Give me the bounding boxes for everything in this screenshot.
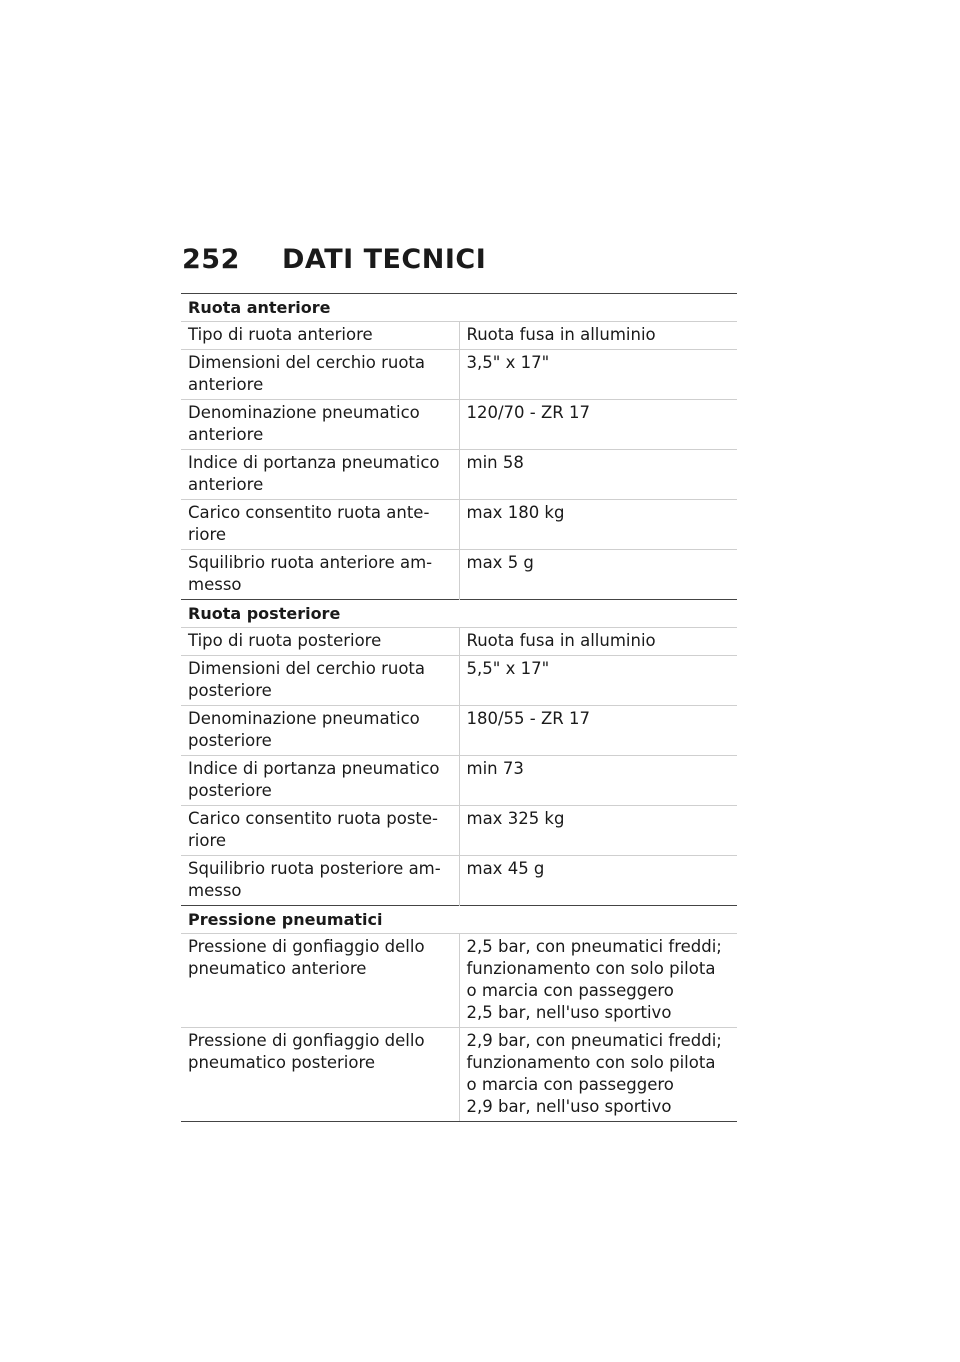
spec-value-line: 2,5 bar, nell'uso sportivo — [466, 1003, 672, 1022]
spec-label-line: pneumatico anteriore — [188, 959, 367, 978]
spec-value-line: 2,5 bar, con pneumatici freddi; — [466, 937, 722, 956]
spec-label-line: Squilibrio ruota anteriore am- — [188, 553, 433, 572]
spec-label — [181, 806, 459, 856]
page-title: DATI TECNICI — [282, 244, 487, 275]
spec-label-line: anteriore — [188, 425, 264, 444]
table-row — [181, 628, 737, 656]
section-heading-row — [181, 600, 737, 628]
spec-value — [459, 706, 737, 756]
spec-value-line: max 45 g — [466, 859, 545, 878]
spec-label-line: Pressione di gonfiaggio dello — [188, 937, 425, 956]
table-row — [181, 756, 737, 806]
spec-label-line: pneumatico posteriore — [188, 1053, 376, 1072]
spec-label-line: Denominazione pneumatico — [188, 709, 420, 728]
table-row — [181, 856, 737, 906]
spec-label-line: Carico consentito ruota poste- — [188, 809, 439, 828]
spec-label-line: Pressione di gonfiaggio dello — [188, 1031, 425, 1050]
spec-label — [181, 706, 459, 756]
spec-value — [459, 656, 737, 706]
table-row — [181, 656, 737, 706]
spec-label-line: riore — [188, 831, 227, 850]
spec-label-line: Tipo di ruota posteriore — [188, 631, 382, 650]
table-row — [181, 550, 737, 600]
spec-value-line: Ruota fusa in alluminio — [466, 325, 656, 344]
spec-value — [459, 628, 737, 656]
spec-label — [181, 500, 459, 550]
spec-label — [181, 756, 459, 806]
table-row — [181, 500, 737, 550]
table-row — [181, 706, 737, 756]
spec-value — [459, 934, 737, 1028]
table-row — [181, 806, 737, 856]
spec-value — [459, 756, 737, 806]
table-row — [181, 450, 737, 500]
table-row — [181, 322, 737, 350]
spec-label-line: messo — [188, 575, 242, 594]
spec-label-line: Indice di portanza pneumatico — [188, 453, 440, 472]
spec-value — [459, 400, 737, 450]
spec-label — [181, 934, 459, 1028]
spec-value-line: min 58 — [466, 453, 524, 472]
spec-label-line: anteriore — [188, 375, 264, 394]
section-heading: Pressione pneumatici — [181, 906, 737, 934]
section-heading: Ruota anteriore — [181, 294, 737, 322]
spec-value — [459, 500, 737, 550]
spec-value-line: o marcia con passeggero — [466, 981, 674, 1000]
spec-table — [181, 293, 737, 1122]
spec-value-line: funzionamento con solo pilota — [466, 959, 716, 978]
spec-label — [181, 656, 459, 706]
spec-value-line: o marcia con passeggero — [466, 1075, 674, 1094]
spec-label-line: Dimensioni del cerchio ruota — [188, 353, 426, 372]
spec-value — [459, 856, 737, 906]
spec-table-body — [181, 294, 737, 1122]
spec-value — [459, 550, 737, 600]
spec-value-line: max 180 kg — [466, 503, 565, 522]
table-row — [181, 934, 737, 1028]
spec-label-line: posteriore — [188, 781, 272, 800]
page-number: 252 — [182, 244, 240, 275]
spec-value — [459, 1028, 737, 1122]
section-heading-row — [181, 294, 737, 322]
spec-label-line: posteriore — [188, 731, 272, 750]
spec-value-line: 2,9 bar, nell'uso sportivo — [466, 1097, 672, 1116]
spec-value-line: 120/70 - ZR 17 — [466, 403, 591, 422]
page-header — [182, 243, 486, 277]
spec-value-line: min 73 — [466, 759, 524, 778]
spec-label — [181, 1028, 459, 1122]
section-heading: Ruota posteriore — [181, 600, 737, 628]
spec-label-line: riore — [188, 525, 227, 544]
spec-label — [181, 550, 459, 600]
spec-label — [181, 400, 459, 450]
spec-value-line: 3,5" x 17" — [466, 353, 550, 372]
spec-label-line: Denominazione pneumatico — [188, 403, 420, 422]
table-row — [181, 350, 737, 400]
spec-label-line: messo — [188, 881, 242, 900]
spec-label-line: anteriore — [188, 475, 264, 494]
spec-label — [181, 450, 459, 500]
spec-value — [459, 322, 737, 350]
spec-value — [459, 350, 737, 400]
spec-value-line: funzionamento con solo pilota — [466, 1053, 716, 1072]
spec-value-line: 5,5" x 17" — [466, 659, 550, 678]
spec-label — [181, 322, 459, 350]
spec-value-line: 2,9 bar, con pneumatici freddi; — [466, 1031, 722, 1050]
spec-value-line: max 5 g — [466, 553, 534, 572]
spec-label-line: Squilibrio ruota posteriore am- — [188, 859, 441, 878]
spec-value-line: 180/55 - ZR 17 — [466, 709, 591, 728]
spec-value-line: max 325 kg — [466, 809, 565, 828]
table-row — [181, 400, 737, 450]
spec-value — [459, 450, 737, 500]
spec-label-line: Carico consentito ruota ante- — [188, 503, 430, 522]
spec-label — [181, 856, 459, 906]
section-heading-row — [181, 906, 737, 934]
spec-label — [181, 350, 459, 400]
table-row — [181, 1028, 737, 1122]
spec-label-line: posteriore — [188, 681, 272, 700]
spec-label — [181, 628, 459, 656]
spec-label-line: Dimensioni del cerchio ruota — [188, 659, 426, 678]
spec-label-line: Indice di portanza pneumatico — [188, 759, 440, 778]
spec-value — [459, 806, 737, 856]
spec-value-line: Ruota fusa in alluminio — [466, 631, 656, 650]
spec-label-line: Tipo di ruota anteriore — [188, 325, 373, 344]
